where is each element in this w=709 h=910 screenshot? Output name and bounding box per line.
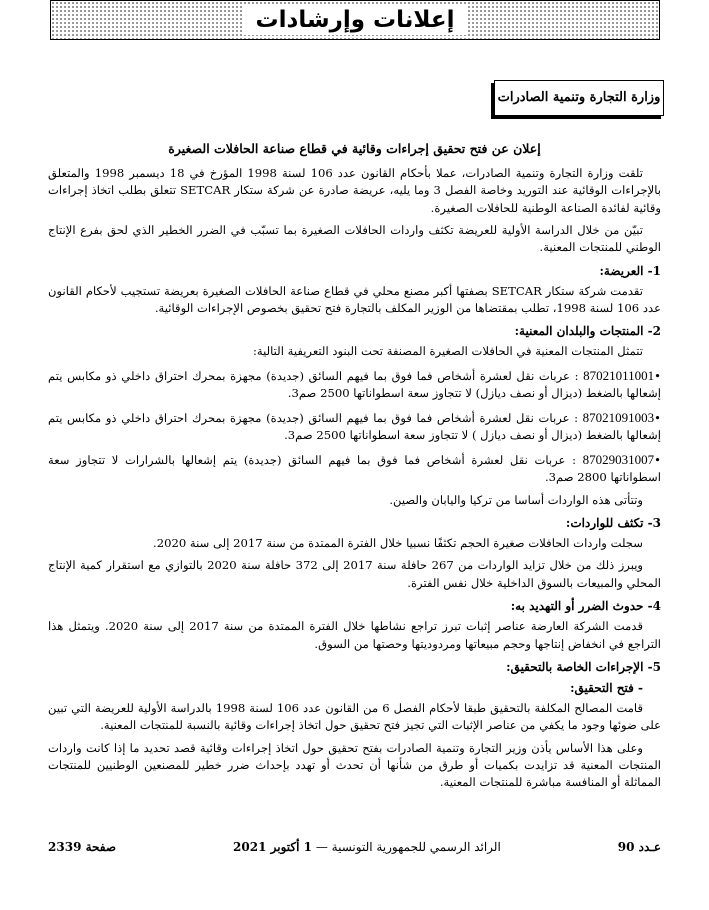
section-3-paragraph-1: سجلت واردات الحافلات صغيرة الحجم تكثفًا نسبيا خلال الفترة الممتدة من سنة 2017 إلى سنة 2020.: [153, 535, 643, 550]
publication-date: 1 أكتوبر 2021: [233, 840, 312, 854]
intro-paragraph-1: تلقت وزارة التجارة وتنمية الصادرات، عملا بأحكام القانون عدد 106 لسنة 1998 المؤرخ في 18 ديسمبر 1998 والمتعلق بالإجراءات الوقائية عند التوريد وخاصة الفصل 3 وما يليه، عريضة صادرة عن شركة ستكار SETCAR تتعلق بطلب اتخاذ إجراءات وقائية لفائدة الصناعة الوطنية للحافلات الصغيرة.: [48, 165, 661, 215]
section-1-text: تقدمت شركة ستكار SETCAR بصفتها أكبر مصنع محلي في قطاع صناعة الحافلات الصغيرة بعريضة تستجيب لأحكام القانون عدد 106 لسنة 1998، تطلب بمقتضاها من الوزير المكلف بالتجارة فتح تحقيق بخصوص الإجراءات الوقائية.: [48, 283, 661, 316]
product-item: [48, 408, 661, 445]
product-description: : عربات نقل لعشرة أشخاص فما فوق بما فيهم السائق (جديدة) يتم إشعالها بالشرارات لا تتجاوز سعة اسطواناتها 2800 صم3.: [48, 452, 661, 485]
product-item: [48, 366, 661, 403]
bullet-icon: •: [654, 452, 661, 467]
tariff-code: 87021091003: [582, 409, 655, 425]
tariff-code: 87029031007: [582, 451, 655, 467]
ministry-box: وزارة التجارة وتنمية الصادرات: [494, 80, 664, 116]
page-number: صفحة 2339: [48, 840, 117, 854]
section-5-heading: 5- الإجراءات الخاصة بالتحقيق:: [506, 659, 661, 674]
product-item: [48, 450, 661, 487]
section-3-heading: 3- تكثف للواردات:: [565, 515, 661, 530]
section-4-text: قدمت الشركة العارضة عناصر إثبات تبرز تراجع نشاطها خلال الفترة الممتدة من سنة 2017 إلى سنة 2020. ويتمثل هذا التراجع في انخفاض إنتاجها وحجم مبيعاتها ومردوديتها وحصتها من السوق.: [48, 619, 661, 651]
journal-line: [233, 838, 501, 856]
announcement-body: [48, 140, 661, 797]
journal-name: الرائد الرسمي للجمهورية التونسية —: [315, 840, 501, 854]
announcement-title: إعلان عن فتح تحقيق إجراءات وقائية في قطاع صناعة الحافلات الصغيرة: [168, 141, 541, 156]
tariff-code: 87021011001: [583, 367, 655, 383]
product-description: : عربات نقل لعشرة أشخاص فما فوق بما فيهم السائق (جديدة) مجهزة بمحرك احتراق داخلي ذو مكابس يتم إشعالها بالضغط (ديزال أو نصف ديازل ) لا تتجاوز سعة اسطواناتها 2500 صم3.: [48, 410, 661, 443]
intro-paragraph-2: تبيّن من خلال الدراسة الأولية للعريضة تكثف واردات الحافلات الصغيرة بما تسبّب في الضرر الخطير الذي لحق بفرع الإنتاج الوطني للمنتجات المعنية.: [48, 222, 661, 255]
product-description: : عربات نقل لعشرة أشخاص فما فوق بما فيهم السائق (جديدة) مجهزة بمحرك احتراق داخلي ذو مكابس يتم إشعالها بالضغط (ديزال أو نصف ديازل) لا تتجاوز سعة اسطواناتها 2500 صم3.: [48, 368, 661, 401]
issue-number: عـدد 90: [617, 840, 661, 854]
section-1-heading: 1- العريضة:: [599, 263, 661, 278]
bullet-icon: •: [654, 368, 662, 383]
banner-title: إعلانات وإرشادات: [244, 5, 467, 35]
origin-countries: وتتأتى هذه الواردات أساسا من تركيا واليابان والصين.: [389, 492, 643, 507]
section-2-text: تتمثل المنتجات المعنية في الحافلات الصغيرة المصنفة تحت البنود التعريفية التالية:: [253, 344, 643, 359]
section-2-heading: 2- المنتجات والبلدان المعنية:: [514, 324, 661, 339]
section-3-paragraph-2: ويبرز ذلك من خلال تزايد الواردات من 267 حافلة سنة 2017 إلى 372 حافلة سنة 2020 بالتوازي مع استقرار كمية الإنتاج المحلي والمبيعات بالسوق الداخلية خلال نفس الفترة.: [48, 558, 661, 590]
section-banner: [50, 0, 660, 40]
section-5-paragraph-1: قامت المصالح المكلفة بالتحقيق طبقا لأحكام الفصل 6 من القانون عدد 106 لسنة 1998 بالدراسة الأولية للعريضة التي تبين على ضوئها وجود ما يكفي من عناصر الإثبات التي تجيز فتح تحقيق حول اتخاذ إجراءات وقائية بالنسبة للمنتجات المعنية.: [48, 700, 661, 733]
section-4-heading: 4- حدوث الضرر أو التهديد به:: [510, 599, 661, 614]
page-footer: [48, 838, 661, 856]
bullet-icon: •: [654, 410, 662, 425]
section-5-subheading: - فتح التحقيق:: [570, 680, 643, 695]
section-5-paragraph-2: وعلى هذا الأساس يأذن وزير التجارة وتنمية الصادرات بفتح تحقيق حول اتخاذ إجراءات وقائية قصد تحديد ما إذا كانت واردات المنتجات المعنية قد تزايدت بكميات أو طرق من شأنها أن تحدث أو تهدد بإحداث ضرر خطير للمصنعين الوطنيين للمنتجات المماثلة أو المنافسة مباشرة للمنتجات المعنية.: [48, 740, 661, 790]
